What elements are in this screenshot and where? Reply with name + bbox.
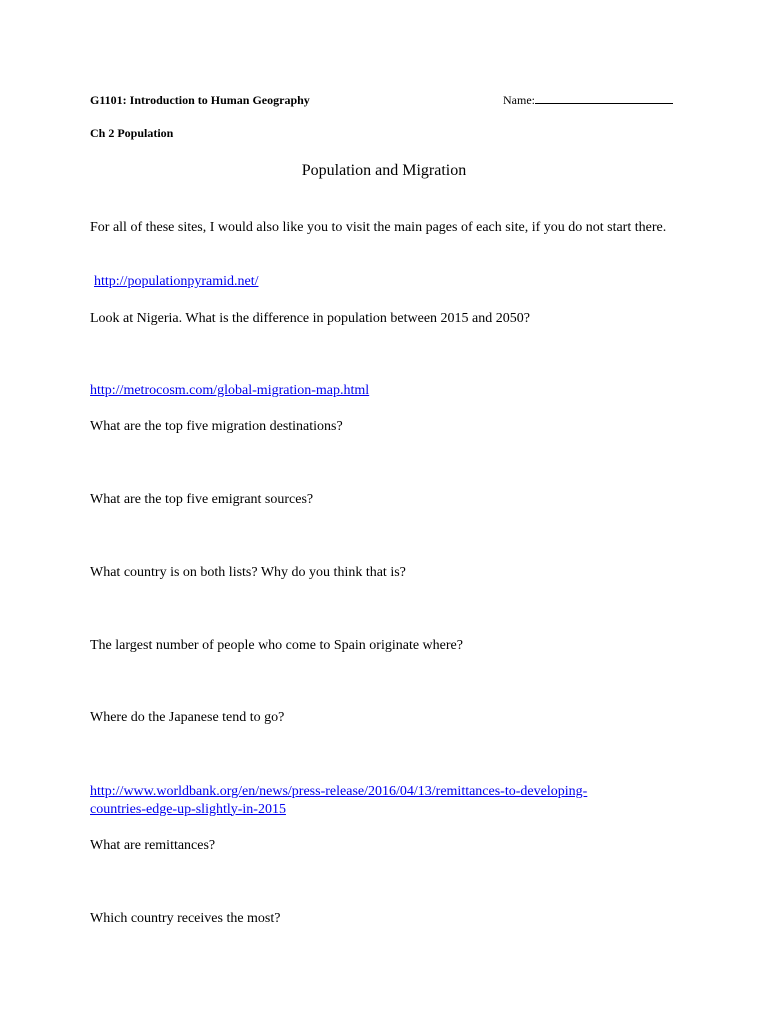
intro-paragraph: For all of these sites, I would also like you to visit the main pages of each site, if you do not start there. [90, 220, 667, 235]
question-most: Which country receives the most? [90, 911, 281, 926]
question-remittances: What are remittances? [90, 838, 216, 853]
name-blank-line[interactable] [535, 93, 673, 104]
name-label: Name: [503, 93, 535, 107]
question-both-lists: What country is on both lists? Why do you think that is? [90, 565, 406, 580]
course-title: G1101: Introduction to Human Geography [90, 93, 310, 107]
link-worldbank-line2: countries-edge-up-slightly-in-2015 [90, 801, 286, 817]
link-worldbank[interactable] [90, 783, 587, 818]
chapter-heading: Ch 2 Population [90, 126, 174, 140]
link-worldbank-line1: http://www.worldbank.org/en/news/press-release/2016/04/13/remittances-to-developing- [90, 784, 588, 799]
name-field[interactable] [503, 93, 673, 108]
link-populationpyramid[interactable]: http://populationpyramid.net/ [94, 274, 259, 289]
question-destinations: What are the top five migration destinations? [90, 419, 343, 434]
question-nigeria: Look at Nigeria. What is the difference in population between 2015 and 2050? [90, 311, 530, 326]
question-japanese: Where do the Japanese tend to go? [90, 710, 285, 725]
page-title: Population and Migration [301, 162, 467, 179]
question-sources: What are the top five emigrant sources? [90, 492, 314, 507]
question-spain: The largest number of people who come to Spain originate where? [90, 638, 463, 653]
link-metrocosm[interactable]: http://metrocosm.com/global-migration-map.html [90, 383, 370, 398]
